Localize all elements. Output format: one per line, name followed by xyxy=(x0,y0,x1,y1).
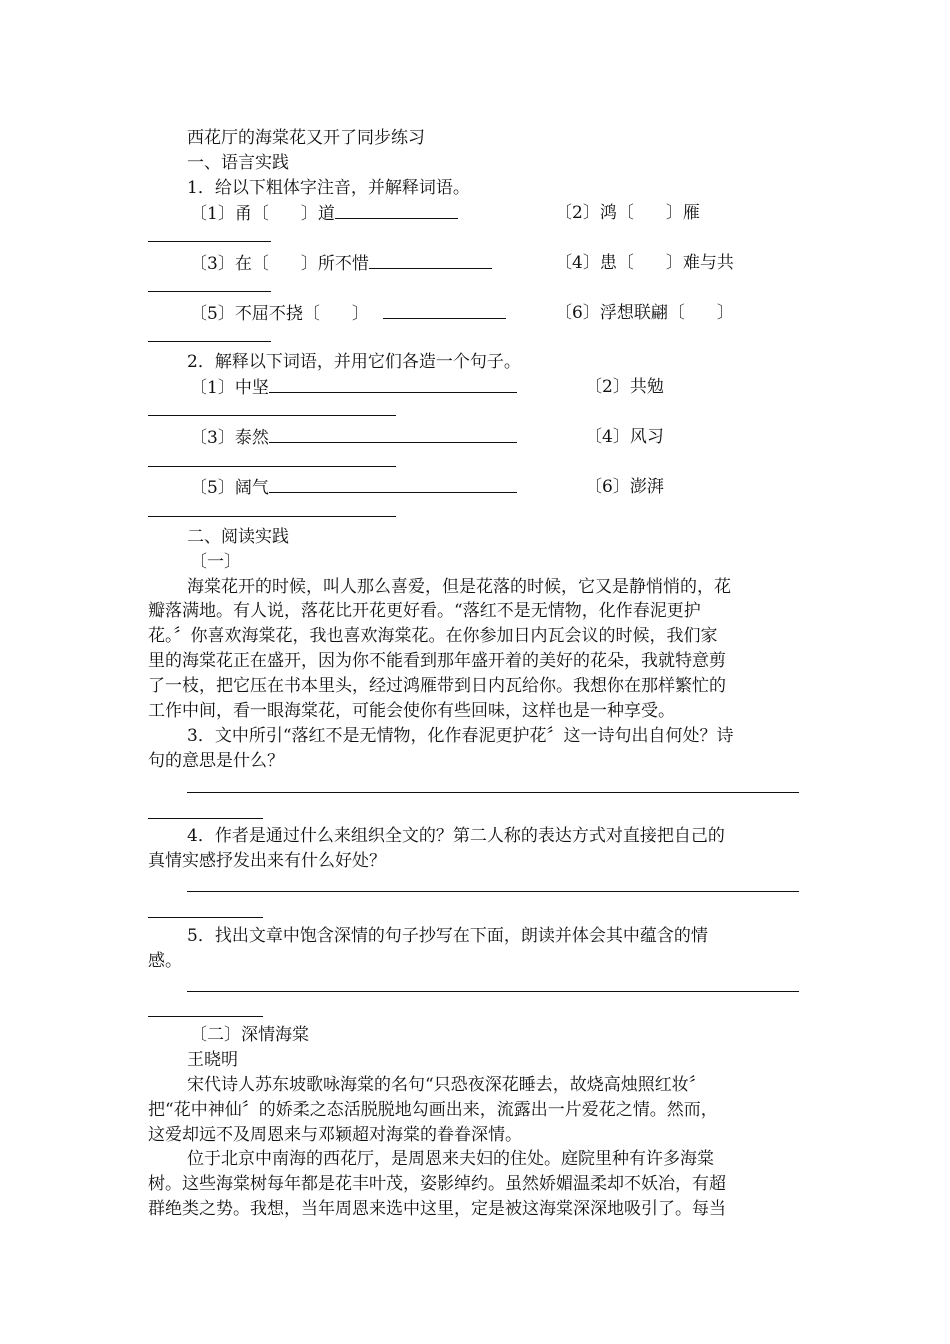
q2-item-1: 〔1〕中坚 xyxy=(190,376,517,399)
answer-line[interactable] xyxy=(148,1016,263,1017)
answer-blank[interactable] xyxy=(383,302,506,319)
passage-2-line: 把“花中神仙〞的娇柔之态活脱脱地勾画出来，流露出一片爱花之情。然而， xyxy=(148,1100,718,1120)
q2-item-2: 〔2〕共勉 xyxy=(585,377,664,397)
section-heading-reading-practice: 二、阅读实践 xyxy=(187,527,289,547)
page-title: 西花厅的海棠花又开了同步练习 xyxy=(187,128,425,148)
question-5-line: 感。 xyxy=(148,951,182,971)
question-3-line: 句的意思是什么？ xyxy=(148,751,284,771)
passage-1-line: 花。〞你喜欢海棠花，我也喜欢海棠花。在你参加日内瓦会议的时候，我们家 xyxy=(148,626,718,646)
passage-1-line: 里的海棠花正在盛开，因为你不能看到那年盛开着的美好的花朵，我就特意剪 xyxy=(148,651,726,671)
passage-1-line: 工作中间，看一眼海棠花，可能会使你有些回味，这样也是一种享受。 xyxy=(148,701,675,721)
answer-blank[interactable] xyxy=(269,376,517,393)
question-4-line: 真情实感抒发出来有什么好处？ xyxy=(148,851,386,871)
passage-2-line: 树。这些海棠树每年都是花丰叶茂，姿影绰约。虽然娇媚温柔却不妖冶，有超 xyxy=(148,1174,726,1194)
answer-line[interactable] xyxy=(187,792,799,793)
passage-2-line: 这爱却远不及周恩来与邓颖超对海棠的眷眷深情。 xyxy=(148,1125,522,1145)
answer-blank[interactable] xyxy=(269,426,517,443)
question-5-line: 5．找出文章中饱含深情的句子抄写在下面，朗读并体会其中蕴含的情 xyxy=(187,926,708,946)
passage-1-line: 海棠花开的时候，叫人那么喜爱，但是花落的时候，它又是静悄悄的，花 xyxy=(187,577,731,597)
q1-item-5: 〔5〕不屈不挠〔 〕 xyxy=(190,302,506,325)
passage-2-line: 位于北京中南海的西花厅，是周恩来夫妇的住处。庭院里种有许多海棠 xyxy=(187,1149,714,1169)
answer-line[interactable] xyxy=(187,891,799,892)
q2-item-6: 〔6〕澎湃 xyxy=(585,477,664,497)
answer-blank[interactable] xyxy=(148,415,396,416)
question-4-line: 4．作者是通过什么来组织全文的？第二人称的表达方式对直接把自己的 xyxy=(187,826,725,846)
answer-line[interactable] xyxy=(148,917,263,918)
passage-2-title: 〔二〕深情海棠 xyxy=(190,1025,309,1045)
answer-blank[interactable] xyxy=(148,466,396,467)
answer-blank[interactable] xyxy=(148,291,271,292)
q2-item-3: 〔3〕泰然 xyxy=(190,426,517,449)
answer-blank[interactable] xyxy=(269,476,517,493)
answer-blank[interactable] xyxy=(369,252,492,269)
answer-blank[interactable] xyxy=(148,241,271,242)
q2-item-5: 〔5〕阔气 xyxy=(190,476,517,499)
q1-item-2: 〔2〕鸿〔 〕雁 xyxy=(555,203,700,223)
passage-1-line: 了一枝，把它压在书本里头，经过鸿雁带到日内瓦给你。我想你在那样繁忙的 xyxy=(148,676,726,696)
q1-item-1: 〔1〕甬〔 〕道 xyxy=(190,202,458,225)
q1-item-4: 〔4〕患〔 〕难与共 xyxy=(555,253,734,273)
question-1-prompt: 1．给以下粗体字注音，并解释词语。 xyxy=(187,178,470,198)
passage-2-author: 王晓明 xyxy=(187,1050,238,1070)
question-2-prompt: 2．解释以下词语，并用它们各造一个句子。 xyxy=(187,352,521,372)
q1-item-3: 〔3〕在〔 〕所不惜 xyxy=(190,252,492,275)
answer-line[interactable] xyxy=(148,818,263,819)
q2-item-4: 〔4〕风习 xyxy=(585,427,664,447)
answer-blank[interactable] xyxy=(148,341,271,342)
passage-2-line: 群绝类之势。我想，当年周恩来选中这里，定是被这海棠深深地吸引了。每当 xyxy=(148,1199,726,1219)
answer-blank[interactable] xyxy=(335,202,458,219)
answer-blank[interactable] xyxy=(148,516,396,517)
passage-1-label: 〔一〕 xyxy=(190,552,241,572)
q1-item-6: 〔6〕浮想联翩〔 〕 xyxy=(555,303,734,323)
passage-2-line: 宋代诗人苏东坡歌咏海棠的名句“只恐夜深花睡去，故烧高烛照红妆〞 xyxy=(187,1075,706,1095)
answer-line[interactable] xyxy=(187,991,799,992)
question-3-line: 3．文中所引“落红不是无情物，化作春泥更护花〞这一诗句出自何处？诗 xyxy=(187,726,734,746)
section-heading-language-practice: 一、语言实践 xyxy=(187,153,289,173)
passage-1-line: 瓣落满地。有人说，落花比开花更好看。“落红不是无情物，化作春泥更护 xyxy=(148,601,701,621)
